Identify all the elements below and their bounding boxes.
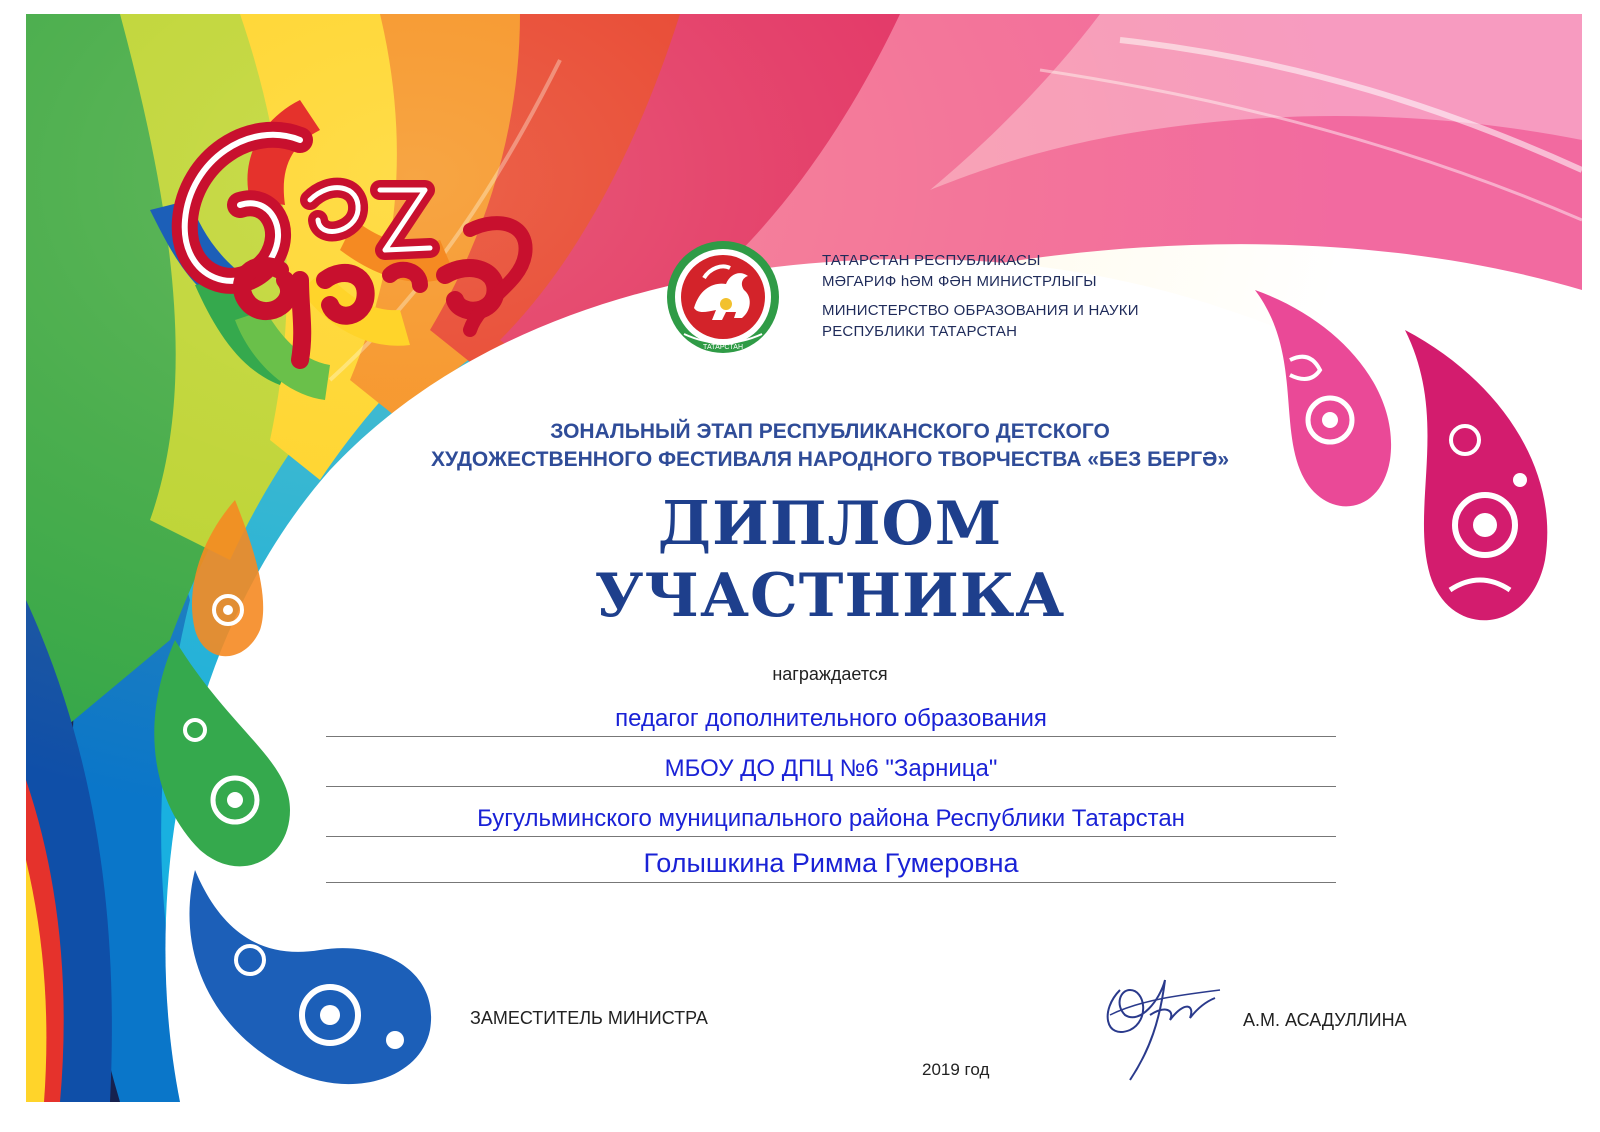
recipient-position-row bbox=[326, 692, 1336, 737]
ministry-tt-line2: МӘГАРИФ һӘМ ФӘН МИНИСТРЛЫГЫ bbox=[822, 273, 1097, 290]
ministry-header bbox=[822, 250, 1139, 342]
recipient-name: Голышкина Римма Гумеровна bbox=[643, 848, 1019, 878]
ministry-ru-line1: МИНИСТЕРСТВО ОБРАЗОВАНИЯ И НАУКИ bbox=[822, 302, 1139, 319]
signer-title: ЗАМЕСТИТЕЛЬ МИНИСТРА bbox=[470, 1008, 708, 1028]
recipient-organization-row bbox=[326, 742, 1336, 787]
recipient-district: Бугульминского муниципального района Республики Татарстан bbox=[477, 805, 1185, 832]
recipient-district-row bbox=[326, 792, 1336, 837]
recipient-organization: МБОУ ДО ДПЦ №6 "Зарница" bbox=[664, 755, 998, 782]
ministry-ru-line2: РЕСПУБЛИКИ ТАТАРСТАН bbox=[822, 323, 1018, 340]
emblem-text: ТАТАРСТАН bbox=[702, 344, 744, 351]
festival-title bbox=[330, 418, 1330, 474]
diploma-title-line1: ДИПЛОМ bbox=[657, 489, 1003, 559]
diploma-title bbox=[530, 488, 1130, 632]
awarded-label: награждается bbox=[772, 664, 888, 684]
ministry-tt-line1: ТАТАРСТАН РЕСПУБЛИКАСЫ bbox=[822, 252, 1041, 269]
signer-name: А.М. АСАДУЛЛИНА bbox=[1243, 1010, 1407, 1030]
recipient-name-row bbox=[326, 838, 1336, 883]
signature bbox=[1090, 960, 1240, 1090]
tatarstan-emblem bbox=[664, 238, 782, 356]
diploma-title-line2: УЧАСТНИКА bbox=[594, 561, 1066, 631]
festival-title-line1: ЗОНАЛЬНЫЙ ЭТАП РЕСПУБЛИКАНСКОГО ДЕТСКОГО bbox=[550, 420, 1110, 443]
festival-title-line2: ХУДОЖЕСТВЕННОГО ФЕСТИВАЛЯ НАРОДНОГО ТВОРЧЕСТВА «БЕЗ БЕРГӘ» bbox=[430, 448, 1230, 471]
recipient-position: педагог дополнительного образования bbox=[615, 705, 1047, 732]
year-label: 2019 год bbox=[922, 1060, 990, 1079]
